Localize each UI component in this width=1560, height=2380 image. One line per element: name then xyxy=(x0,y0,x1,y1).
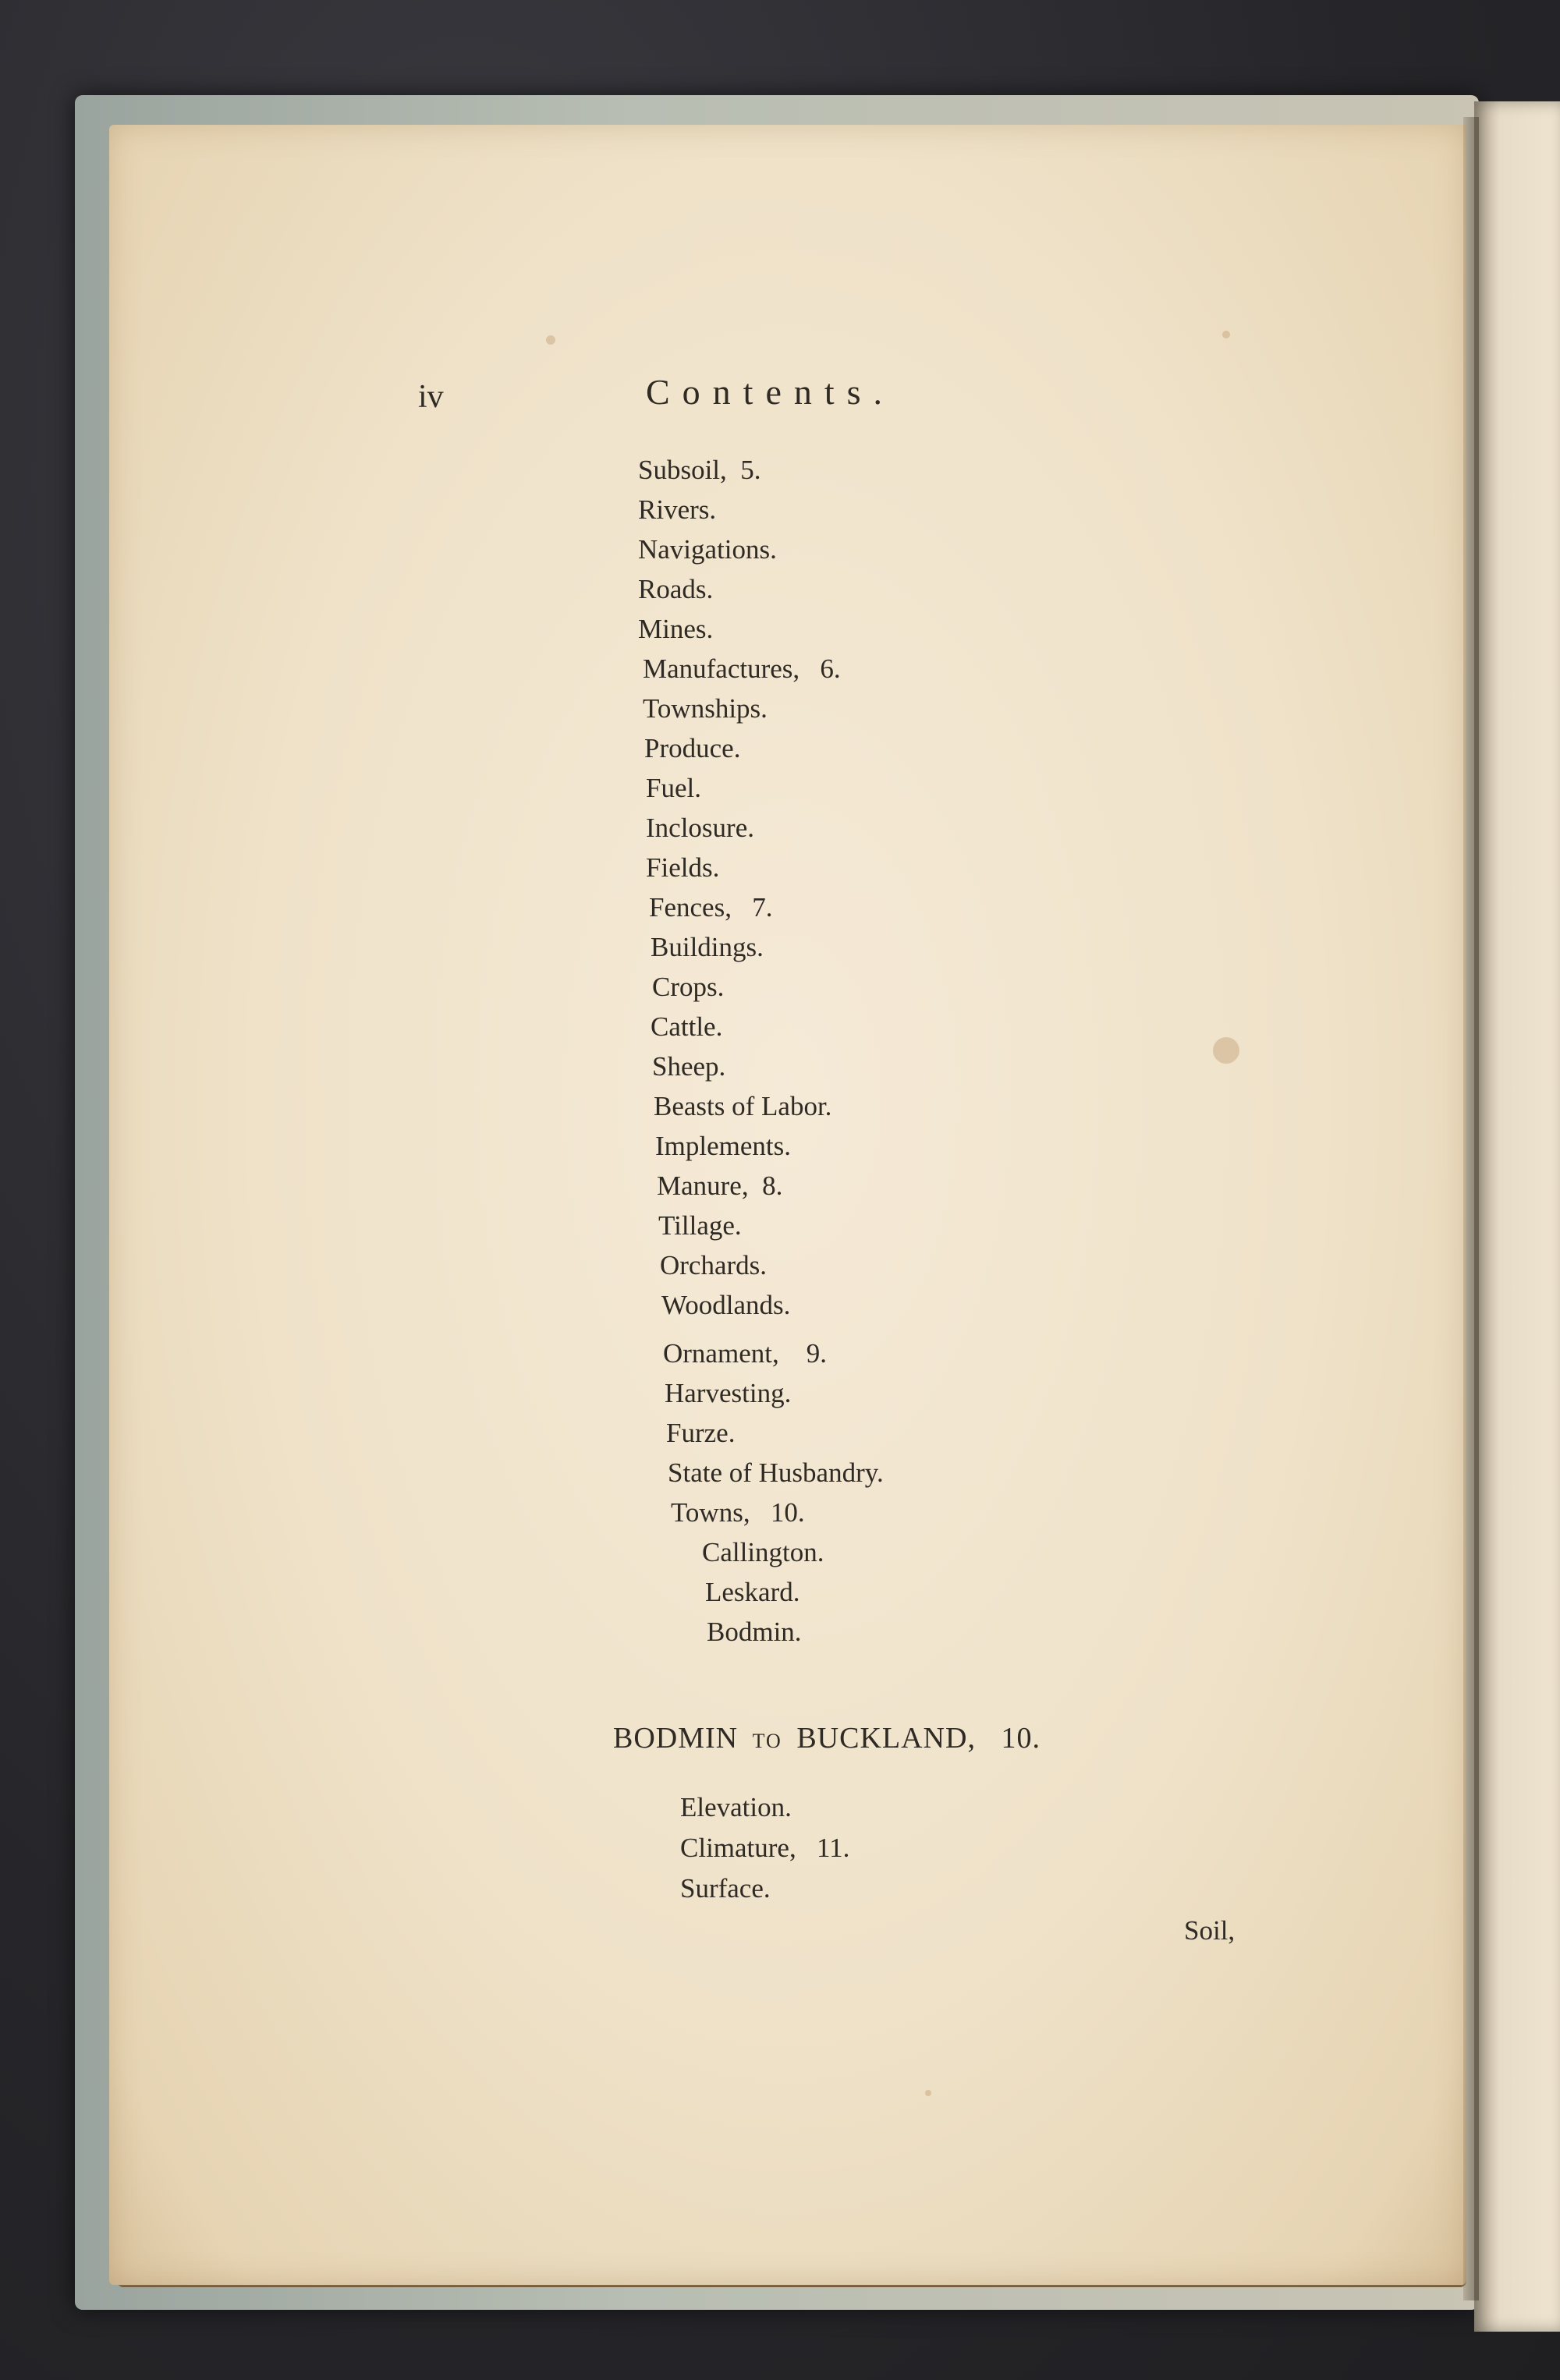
catchword: Soil, xyxy=(1184,1915,1236,1946)
section-heading xyxy=(613,1723,1041,1753)
contents-entry: Produce. xyxy=(644,733,741,763)
show-through-ghost xyxy=(476,468,504,533)
contents-entry: Callington. xyxy=(702,1537,824,1567)
contents-entry: Climature, 11. xyxy=(680,1833,850,1863)
contents-entry: Manure, 8. xyxy=(657,1171,783,1201)
section-to: BUCKLAND, xyxy=(796,1722,976,1755)
contents-entry: Rivers. xyxy=(638,494,717,525)
foxing-stain xyxy=(1213,1037,1239,1064)
page-folio: iv xyxy=(418,379,444,415)
contents-entry: Leskard. xyxy=(705,1577,800,1607)
contents-entry: Beasts of Labor. xyxy=(654,1091,832,1121)
section-connector: TO xyxy=(752,1730,782,1752)
foxing-stain xyxy=(1222,331,1230,338)
contents-entry: Inclosure. xyxy=(646,813,754,843)
contents-entry: Crops. xyxy=(652,972,725,1002)
contents-entry: State of Husbandry. xyxy=(668,1457,884,1488)
contents-entry: Navigations. xyxy=(638,534,777,565)
facing-page-edge xyxy=(1474,101,1560,2332)
contents-entry: Roads. xyxy=(638,574,714,604)
contents-entry: Surface. xyxy=(680,1873,771,1904)
foxing-stain xyxy=(925,2090,931,2096)
contents-entry: Buildings. xyxy=(651,932,764,962)
contents-entry: Manufactures, 6. xyxy=(643,653,841,684)
book-page xyxy=(109,125,1466,2285)
section-page-number: 10. xyxy=(1001,1722,1041,1755)
contents-entry: Sheep. xyxy=(652,1051,726,1082)
contents-entry: Woodlands. xyxy=(661,1290,791,1320)
contents-entry: Townships. xyxy=(643,693,768,724)
contents-entry: Towns, 10. xyxy=(671,1497,805,1528)
contents-entry: Bodmin. xyxy=(707,1617,802,1647)
section-from: BODMIN xyxy=(613,1722,739,1755)
contents-entry: Orchards. xyxy=(660,1250,768,1280)
contents-entry: Fences, 7. xyxy=(649,892,773,923)
contents-entry: Subsoil, 5. xyxy=(638,455,761,485)
contents-entry: Fields. xyxy=(646,852,720,883)
contents-entry: Furze. xyxy=(666,1418,736,1448)
contents-entry: Elevation. xyxy=(680,1792,792,1822)
contents-entry: Mines. xyxy=(638,614,714,644)
contents-entry: Fuel. xyxy=(646,773,701,803)
contents-entry: Cattle. xyxy=(651,1011,723,1042)
foxing-stain xyxy=(546,335,555,345)
contents-entry: Harvesting. xyxy=(665,1378,792,1408)
contents-entry: Implements. xyxy=(655,1131,791,1161)
contents-heading: Contents. xyxy=(646,372,895,412)
contents-entry: Ornament, 9. xyxy=(663,1338,827,1369)
page-gutter xyxy=(1463,117,1479,2300)
contents-entry: Tillage. xyxy=(658,1210,742,1241)
